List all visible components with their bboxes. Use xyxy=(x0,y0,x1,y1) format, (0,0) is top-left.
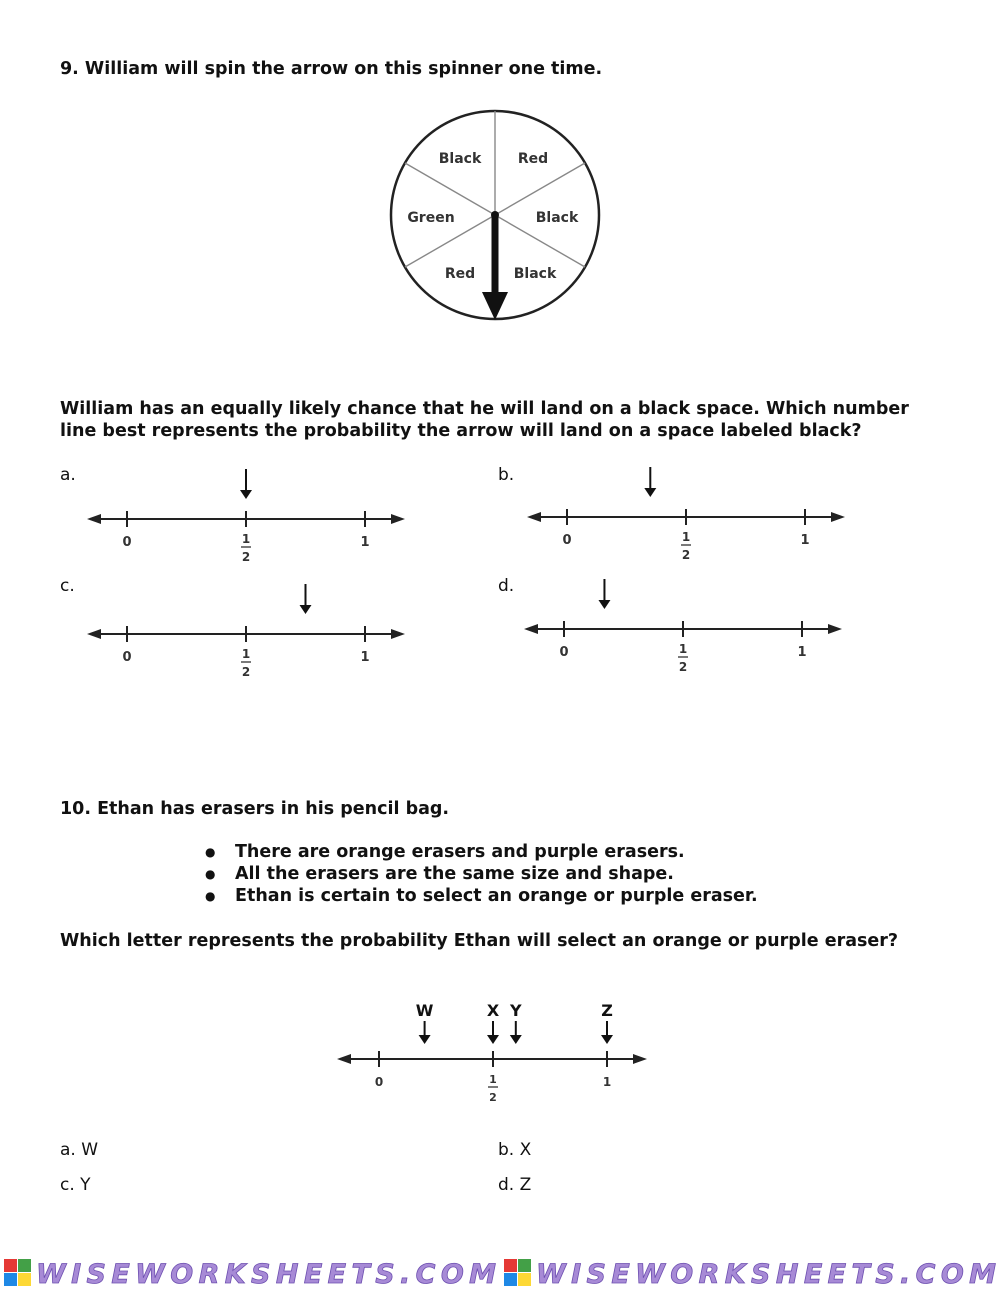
question-10-title: 10. Ethan has erasers in his pencil bag. xyxy=(60,799,450,819)
tick-label: 2 xyxy=(678,660,688,674)
left-arrowhead xyxy=(524,624,538,634)
tick-label: 1 xyxy=(681,530,691,544)
marker-arrow-head xyxy=(601,1035,613,1044)
probability-arrow-head xyxy=(644,488,656,497)
left-arrowhead xyxy=(337,1054,351,1064)
probability-arrow-head xyxy=(300,605,312,614)
option-a-letter: a. xyxy=(60,465,76,485)
tick-label: 0 xyxy=(122,650,132,665)
spinner-label: Red xyxy=(517,151,549,167)
left-arrowhead xyxy=(87,629,101,639)
tick-label: 1 xyxy=(797,645,807,660)
tick-label: 2 xyxy=(241,665,251,679)
tick-label: 1 xyxy=(241,532,251,546)
spinner xyxy=(385,108,605,328)
number-line-b[interactable] xyxy=(525,463,855,573)
number-line-q10 xyxy=(335,995,655,1105)
answer-c[interactable]: c. Y xyxy=(60,1175,91,1195)
question-9-title: 9. William will spin the arrow on this spinner one time. xyxy=(60,59,603,79)
marker-label: W xyxy=(415,1001,434,1020)
option-d-letter: d. xyxy=(498,576,515,596)
left-arrowhead xyxy=(87,514,101,524)
tick-label: 0 xyxy=(374,1075,384,1089)
marker-label: Y xyxy=(510,1001,522,1020)
number-line-a[interactable] xyxy=(85,465,415,575)
answer-d[interactable]: d. Z xyxy=(498,1175,532,1195)
marker-label: Z xyxy=(601,1001,613,1020)
question-9-prompt: William has an equally likely chance that he will land on a black space. Which number line best represents the probability the arrow will land on a space labeled black? xyxy=(60,399,909,441)
spinner-label: Black xyxy=(535,210,579,226)
tick-label: 1 xyxy=(678,642,688,656)
left-arrowhead xyxy=(527,512,541,522)
logo-text: WISEWORKSHEETS.COM xyxy=(36,1259,496,1290)
spinner-label: Red xyxy=(444,266,476,282)
right-arrowhead xyxy=(633,1054,647,1064)
spinner-label: Black xyxy=(438,151,482,167)
tick-label: 2 xyxy=(241,550,251,564)
marker-arrow-head xyxy=(510,1035,522,1044)
marker-arrow-head xyxy=(487,1035,499,1044)
tick-label: 1 xyxy=(602,1075,612,1089)
probability-arrow-head xyxy=(240,490,252,499)
option-b-letter: b. xyxy=(498,465,515,485)
tick-label: 2 xyxy=(489,1091,497,1104)
tick-label: 0 xyxy=(562,533,572,548)
tick-label: 0 xyxy=(559,645,569,660)
option-c-letter: c. xyxy=(60,576,75,596)
question-10-prompt: Which letter represents the probability Ethan will select an orange or purple eraser? xyxy=(60,931,899,951)
number-line-d[interactable] xyxy=(522,575,852,685)
marker-arrow-head xyxy=(419,1035,431,1044)
number-line-c[interactable] xyxy=(85,580,415,690)
tick-label: 1 xyxy=(489,1073,497,1086)
spinner-label: Black xyxy=(513,266,557,282)
tick-label: 2 xyxy=(681,548,691,562)
probability-arrow-head xyxy=(598,600,610,609)
answer-a[interactable]: a. W xyxy=(60,1140,99,1160)
tick-label: 1 xyxy=(800,533,810,548)
right-arrowhead xyxy=(391,514,405,524)
eraser-facts-list xyxy=(205,841,758,907)
list-item: ● Ethan is certain to select an orange or purple eraser. xyxy=(205,885,758,907)
right-arrowhead xyxy=(828,624,842,634)
logo-text: WISEWORKSHEETS.COM xyxy=(536,1259,996,1290)
tick-label: 0 xyxy=(122,535,132,550)
logo-badge xyxy=(504,1259,531,1286)
list-item: ● There are orange erasers and purple erasers. xyxy=(205,841,758,863)
list-item: ● All the erasers are the same size and shape. xyxy=(205,863,758,885)
spinner-label: Green xyxy=(407,210,455,226)
tick-label: 1 xyxy=(360,650,370,665)
tick-label: 1 xyxy=(241,647,251,661)
tick-label: 1 xyxy=(360,535,370,550)
right-arrowhead xyxy=(391,629,405,639)
watermark-footer xyxy=(0,1253,1000,1291)
logo-badge xyxy=(4,1259,31,1286)
right-arrowhead xyxy=(831,512,845,522)
answer-b[interactable]: b. X xyxy=(498,1140,532,1160)
marker-label: X xyxy=(486,1001,500,1020)
